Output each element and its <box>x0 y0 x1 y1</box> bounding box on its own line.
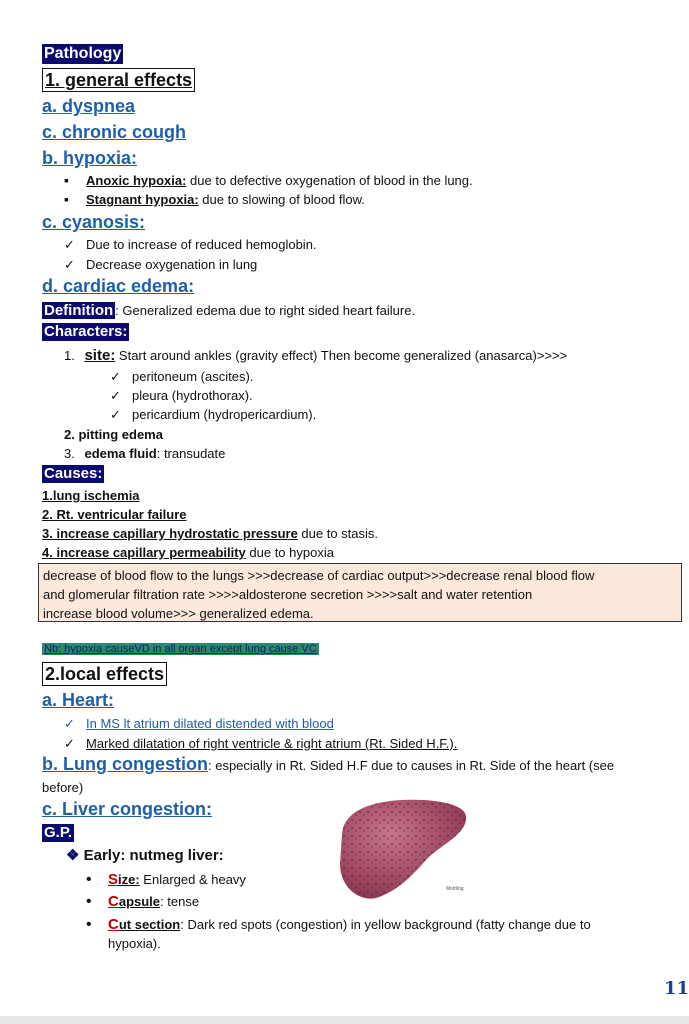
initial: C <box>108 916 119 933</box>
liver-heading: c. Liver congestion: <box>42 799 213 819</box>
term: ize: <box>118 872 140 887</box>
cause-item <box>42 544 334 561</box>
site-text: Start around ankles (gravity effect) Then become generalized (anasarca)>>>> <box>115 348 568 363</box>
general-effects-heading: 1. general effects <box>42 68 195 92</box>
initial: S <box>108 871 119 888</box>
cause-item <box>42 487 140 504</box>
cause-term: 4. increase capillary permeability <box>42 545 246 560</box>
lung-congestion <box>42 756 614 774</box>
list-item: ✓ pleura (hydrothorax). <box>132 387 253 404</box>
list-item: ✓ peritoneum (ascites). <box>132 368 253 385</box>
panel-line: and glomerular filtration rate >>>>aldosterone secretion >>>>salt and water retention <box>43 587 533 602</box>
definition-text: : Generalized edema due to right sided heart failure. <box>115 303 416 318</box>
liver-caption: Mottling <box>446 886 464 892</box>
cause-item <box>42 525 378 542</box>
liver-illustration <box>334 794 474 904</box>
desc: due to slowing of blood flow. <box>198 192 365 207</box>
edema-heading: d. cardiac edema: <box>42 276 195 296</box>
term: ut section <box>118 917 181 932</box>
page-title: Pathology <box>44 45 122 62</box>
list-item <box>86 172 473 189</box>
list-item <box>86 191 365 208</box>
initial: C <box>108 893 119 910</box>
panel-line: increase blood volume>>> generalized edema. <box>43 606 314 621</box>
lung-text-cont: before) <box>42 780 84 795</box>
definition-label: Definition <box>44 302 114 319</box>
list-item <box>108 871 246 888</box>
term: Stagnant hypoxia: <box>86 192 199 207</box>
gp-label: G.P. <box>44 824 73 841</box>
list-item <box>108 893 199 910</box>
cyanosis-heading: c. cyanosis: <box>42 212 146 232</box>
term: Anoxic hypoxia: <box>86 173 187 188</box>
list-item: ✓ In MS lt atrium dilated distended with blood <box>86 715 334 732</box>
site-line <box>64 347 567 364</box>
site-term: site: <box>84 347 116 364</box>
list-item: ✓ Decrease oxygenation in lung <box>86 256 257 273</box>
desc: due to defective oxygenation of blood in the lung. <box>186 173 473 188</box>
gp-tail: hypoxia). <box>108 936 161 951</box>
diamond-icon: ❖ <box>66 847 80 864</box>
liver-mottling <box>340 800 466 899</box>
desc: : Dark red spots (congestion) in yellow background (fatty change due to <box>180 917 591 932</box>
fluid-num: 3. <box>64 446 75 461</box>
cause-item <box>42 506 187 523</box>
heart-heading: a. Heart: <box>42 690 115 710</box>
causes-label: Causes: <box>44 465 103 482</box>
early-text: Early: nutmeg liver: <box>83 847 224 864</box>
fluid-text: : transudate <box>156 446 226 461</box>
edema-fluid <box>64 445 225 462</box>
cause-term: 1.lung ischemia <box>42 488 140 503</box>
term: apsule <box>118 894 161 909</box>
local-effects-heading: 2.local effects <box>42 662 167 686</box>
cause-text: due to stasis. <box>297 526 379 541</box>
nb-note: Nb: hypoxia causeVD in all organ except lung cause VC <box>44 643 317 655</box>
list-item: ✓ Due to increase of reduced hemoglobin. <box>86 236 317 253</box>
panel-line: decrease of blood flow to the lungs >>>decrease of cardiac output>>>decrease renal blood flow <box>43 568 595 583</box>
site-num: 1. <box>64 348 75 363</box>
list-item: ✓ Marked dilatation of right ventricle & right atrium (Rt. Sided H.F.). <box>86 735 457 752</box>
list-item <box>108 916 591 933</box>
lung-text: : especially in Rt. Sided H.F due to causes in Rt. Side of the heart (see <box>207 758 615 773</box>
dyspnea-heading: a. dyspnea <box>42 96 136 116</box>
caption-line <box>430 868 446 884</box>
cough-heading: c. chronic cough <box>42 122 187 142</box>
desc: Enlarged & heavy <box>139 872 246 887</box>
definition <box>42 302 415 320</box>
list-item: ✓ pericardium (hydropericardium). <box>132 406 316 423</box>
fluid-term: edema fluid <box>84 446 157 461</box>
cause-term: 2. Rt. ventricular failure <box>42 507 187 522</box>
cause-term: 3. increase capillary hydrostatic pressure <box>42 526 298 541</box>
pitting-edema: 2. pitting edema <box>64 427 163 442</box>
early-line <box>66 846 224 864</box>
bottom-bar <box>0 1016 689 1024</box>
mechanism-panel <box>38 563 682 622</box>
page-number: 11 <box>664 978 689 999</box>
cause-text: due to hypoxia <box>245 545 334 560</box>
hypoxia-heading: b. hypoxia: <box>42 148 138 168</box>
lung-heading: b. Lung congestion <box>42 754 208 774</box>
desc: : tense <box>160 894 200 909</box>
characters-label: Characters: <box>44 323 128 340</box>
